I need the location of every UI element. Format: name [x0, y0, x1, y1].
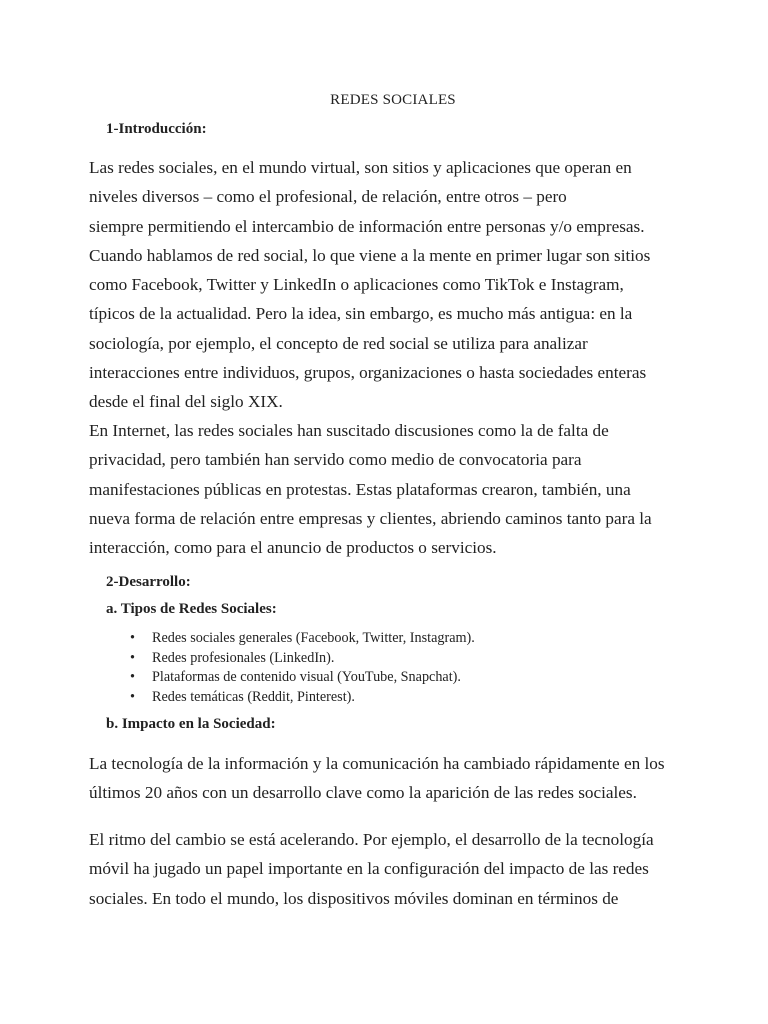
- list-item-text: Plataformas de contenido visual (YouTube, Snapchat).: [152, 669, 461, 686]
- paragraph-line: Cuando hablamos de red social, lo que viene a la mente en primer lugar son sitios: [89, 245, 651, 265]
- paragraph-line: privacidad, pero también han servido como medio de convocatoria para: [89, 450, 582, 470]
- list-item: [130, 668, 475, 688]
- list-item-text: Redes profesionales (LinkedIn).: [152, 649, 335, 666]
- internet-paragraph: [89, 416, 689, 562]
- paragraph-line: sociología, por ejemplo, el concepto de red social se utiliza para analizar: [89, 333, 588, 353]
- paragraph-line: La tecnología de la información y la comunicación ha cambiado rápidamente en los: [89, 754, 665, 773]
- paragraph-line: Las redes sociales, en el mundo virtual, son sitios y aplicaciones que operan en: [89, 158, 632, 177]
- paragraph-line: sociales. En todo el mundo, los dispositivos móviles dominan en términos de: [89, 888, 619, 908]
- paragraph-line: últimos 20 años con un desarrollo clave como la aparición de las redes sociales.: [89, 783, 637, 803]
- paragraph-line: En Internet, las redes sociales han suscitado discusiones como la de falta de: [89, 421, 609, 440]
- paragraph-line: siempre permitiendo el intercambio de información entre personas y/o empresas.: [89, 216, 645, 236]
- intro-paragraph: [89, 153, 689, 417]
- technology-paragraph: [89, 749, 689, 808]
- paragraph-line: típicos de la actualidad. Pero la idea, sin embargo, es mucho más antigua: en la: [89, 304, 633, 324]
- list-item: [130, 688, 475, 708]
- list-item-text: Redes sociales generales (Facebook, Twitter, Instagram).: [152, 630, 475, 646]
- paragraph-line: manifestaciones públicas en protestas. Estas plataformas crearon, también, una: [89, 479, 631, 499]
- list-item: [130, 649, 475, 669]
- paragraph-line: nueva forma de relación entre empresas y clientes, abriendo caminos tanto para la: [89, 508, 652, 528]
- bullet-icon: •: [130, 649, 135, 666]
- list-item: [130, 629, 475, 649]
- paragraph-line: móvil ha jugado un papel importante en la configuración del impacto de las redes: [89, 859, 649, 879]
- paragraph-line: El ritmo del cambio se está acelerando. Por ejemplo, el desarrollo de la tecnología: [89, 830, 654, 849]
- document-title: REDES SOCIALES: [330, 92, 456, 108]
- types-list: [130, 629, 475, 707]
- bullet-icon: •: [130, 669, 135, 686]
- paragraph-line: desde el final del siglo XIX.: [89, 392, 283, 412]
- types-heading: a. Tipos de Redes Sociales:: [106, 601, 277, 617]
- paragraph-line: niveles diversos – como el profesional, de relación, entre otros – pero: [89, 187, 567, 207]
- intro-heading: 1-Introducción:: [106, 121, 207, 137]
- paragraph-line: interacciones entre individuos, grupos, organizaciones o hasta sociedades enteras: [89, 363, 647, 383]
- development-heading: 2-Desarrollo:: [106, 574, 191, 590]
- paragraph-line: como Facebook, Twitter y LinkedIn o aplicaciones como TikTok e Instagram,: [89, 275, 624, 295]
- list-item-text: Redes temáticas (Reddit, Pinterest).: [152, 688, 355, 705]
- pace-paragraph: [89, 825, 689, 913]
- impact-heading: b. Impacto en la Sociedad:: [106, 716, 276, 732]
- paragraph-line: interacción, como para el anuncio de productos o servicios.: [89, 538, 497, 558]
- bullet-icon: •: [130, 630, 135, 646]
- bullet-icon: •: [130, 688, 135, 705]
